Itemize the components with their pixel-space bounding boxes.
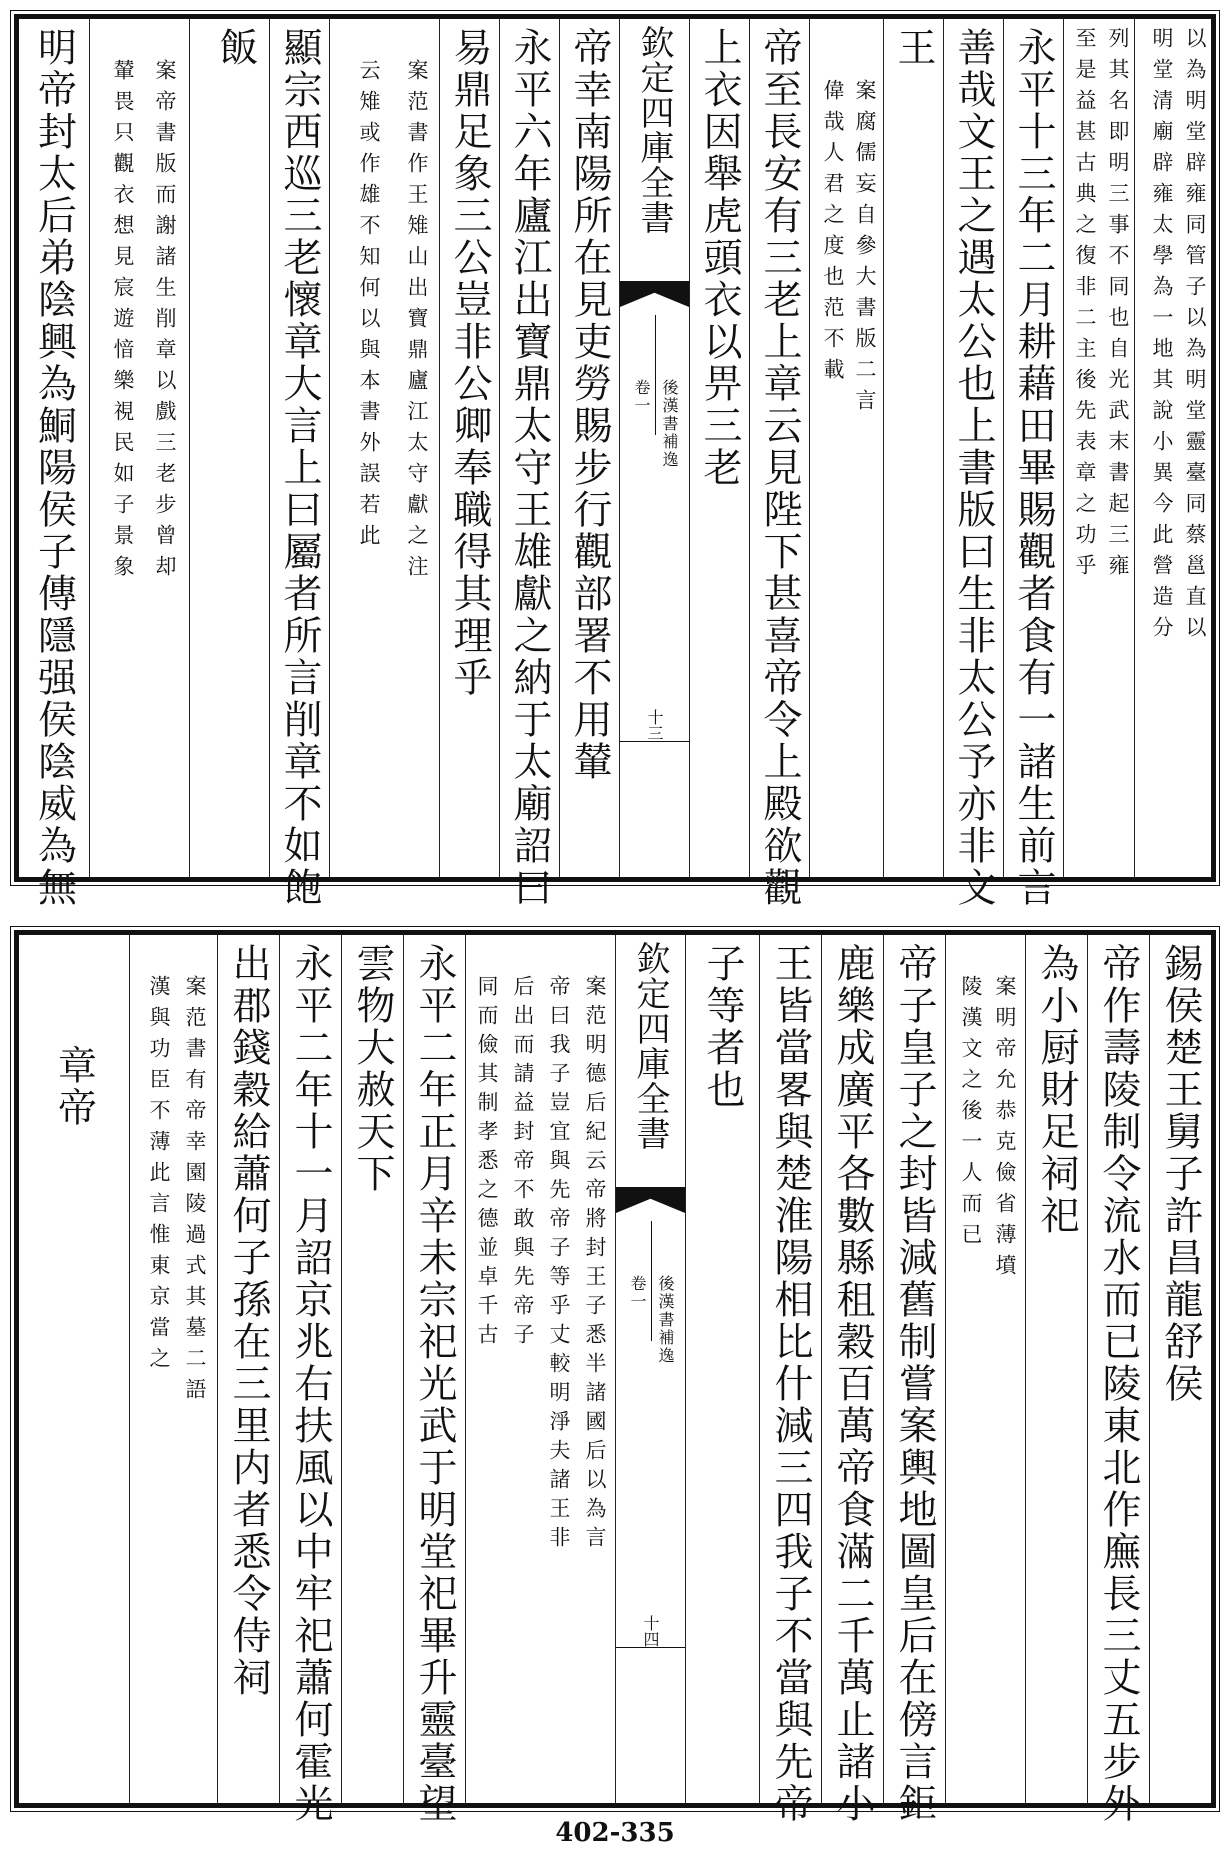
top-banner-title: 欽定四庫全書 [634, 25, 674, 235]
top-col-8 [559, 19, 619, 877]
top-col-12 [269, 19, 329, 909]
bottom-col-1-text: 錫侯楚王舅子許昌龍舒侯 [1158, 943, 1203, 1405]
bottom-col-10-text: 永平二年正月辛未宗祀光武于明堂祀畢升靈臺望 [412, 943, 457, 1825]
bottom-col-9-note-b: 帝曰我子豈宜與先帝子等乎丈較明淨夫諸王非 [547, 975, 571, 1555]
top-col-4-text: 王 [891, 27, 936, 69]
bottom-banner-line [651, 1221, 652, 1341]
bottom-col-2 [1087, 935, 1149, 1825]
top-col-6-text: 帝至長安有三老上章云見陛下甚喜帝令上殿欲觀 [757, 27, 802, 909]
bottom-col-12-text: 永平二年十一月詔京兆右扶風以中牢祀蕭何霍光 [288, 943, 333, 1825]
top-banner-rule [620, 741, 689, 742]
bottom-col-8-text: 子等者也 [700, 943, 745, 1111]
top-col-13-text: 飯 [213, 27, 258, 69]
bottom-col-9-note-c: 后出而請益封帝不敢與先帝子 [511, 975, 535, 1352]
top-banner-fishtail [620, 281, 689, 307]
top-col-7-text: 上衣因舉虎頭衣以畀三老 [697, 27, 742, 489]
top-center-banner [619, 19, 689, 877]
top-col-2-text: 永平十三年二月耕藉田畢賜觀者食有一諸生前言 [1011, 27, 1056, 909]
top-col-15-text: 明帝封太后弟陰興為鮦陽侯子傳隱强侯陰威為無 [31, 27, 77, 909]
bottom-col-9-note-a: 案范明德后紀云帝將封王子悉半諸國后以為言 [583, 975, 607, 1555]
top-col-1-notes [1134, 19, 1211, 877]
bottom-col-4-note-b: 陵漢文之後一人而已 [959, 975, 983, 1254]
top-col-10 [439, 19, 499, 877]
bottom-banner-rule [616, 1647, 685, 1648]
bottom-col-11-text: 雲物大赦天下 [350, 943, 395, 1195]
top-col-10-text: 易鼎足象三公豈非公卿奉職得其理乎 [447, 27, 492, 699]
bottom-col-3-text: 為小厨財足祠祀 [1034, 943, 1079, 1237]
bottom-col-1 [1149, 935, 1211, 1803]
bottom-col-10 [403, 935, 465, 1825]
top-banner-line [655, 315, 656, 435]
bottom-col-13-text: 出郡錢穀給蕭何子孫在三里内者悉令侍祠 [226, 943, 271, 1699]
bottom-col-12 [279, 935, 341, 1825]
top-col-14-notes [89, 19, 189, 877]
top-col-1-note-c: 列其名即明三事不同也自光武末書起三雍 [1106, 27, 1130, 585]
bottom-col-2-text: 帝作壽陵制令流水而已陵東北作廡長三丈五步外 [1096, 943, 1141, 1825]
bottom-col-14-note-a: 案范書有帝幸園陵過式其墓二語 [183, 975, 207, 1409]
bottom-col-8 [685, 935, 759, 1803]
bottom-center-banner [615, 935, 685, 1803]
top-banner-folio: 十三 [645, 709, 664, 741]
top-col-5-notes [809, 19, 883, 877]
top-col-3-text: 善哉文王之遇太公也上書版曰生非太公予亦非文 [951, 27, 996, 909]
bottom-col-15-text: 章帝 [51, 1045, 97, 1129]
top-col-3 [943, 19, 1003, 909]
bottom-banner-fishtail [616, 1187, 685, 1213]
top-col-2 [1003, 19, 1063, 909]
bottom-col-9-note-d: 同而儉其制孝悉之德並卓千古 [475, 975, 499, 1352]
page-number: 402-335 [555, 1818, 675, 1848]
bottom-banner-folio: 十四 [641, 1615, 660, 1647]
bottom-col-5 [883, 935, 945, 1825]
bottom-banner-book: 後漢書補逸 [656, 1275, 675, 1365]
bottom-col-13 [217, 935, 279, 1803]
top-col-14-note-b: 輦畏只觀衣想見宸遊愔樂視民如子景象 [111, 59, 135, 586]
top-col-14-note-a: 案帝書版而謝諸生削章以戲三老步曾却 [153, 59, 177, 586]
top-col-1b-notes [1063, 19, 1134, 877]
bottom-col-9-notes [465, 935, 615, 1803]
bottom-col-14-notes [129, 935, 217, 1803]
top-col-13 [189, 19, 269, 877]
bottom-col-6 [821, 935, 883, 1825]
top-banner-book: 後漢書補逸 [660, 379, 679, 469]
top-col-9-text: 永平六年廬江出寶鼎太守王雄獻之納于太廟詔曰 [507, 27, 552, 909]
bottom-col-14-note-b: 漢與功臣不薄此言惟東京當之 [147, 975, 171, 1378]
bottom-col-6-text: 鹿樂成廣平各數縣租穀百萬帝食滿二千萬止諸小 [830, 943, 875, 1825]
top-col-4 [883, 19, 943, 877]
top-col-1-note-b: 明堂清廟辟雍太學為一地其說小異今此營造分 [1150, 27, 1174, 647]
top-banner-volume: 卷一 [632, 379, 651, 415]
top-col-8-text: 帝幸南陽所在見吏勞賜步行觀部署不用輦 [567, 27, 612, 783]
bottom-page-panel [14, 930, 1216, 1825]
top-page-panel [14, 14, 1216, 909]
bottom-col-15 [19, 935, 129, 1803]
bottom-col-5-text: 帝子皇子之封皆減舊制嘗案輿地圖皇后在傍言鉅 [892, 943, 937, 1825]
bottom-col-7 [759, 935, 821, 1825]
top-col-6 [749, 19, 809, 909]
bottom-col-7-text: 王皆當畧與楚淮陽相比什減三四我子不當與先帝 [768, 943, 813, 1825]
top-col-7 [689, 19, 749, 877]
bottom-col-4-note-a: 案明帝允恭克儉省薄墳 [993, 975, 1017, 1285]
top-col-5-note-b: 偉哉人君之度也范不載 [821, 79, 845, 389]
top-col-15 [19, 19, 89, 909]
bottom-col-4-notes [945, 935, 1025, 1803]
top-col-11-note-b: 云雉或作雄不知何以與本書外誤若此 [357, 59, 381, 555]
top-col-11-note-a: 案范書作王雉山出寶鼎廬江太守獻之注 [405, 59, 429, 586]
bottom-banner-title: 欽定四庫全書 [630, 941, 670, 1151]
bottom-col-3 [1025, 935, 1087, 1803]
top-col-1-note-d: 至是益甚古典之復非二主後先表章之功乎 [1073, 27, 1097, 585]
top-col-12-text: 顯宗西巡三老懷章大言上曰屬者所言削章不如飽 [277, 27, 322, 909]
top-col-1-note-a: 以為明堂辟雍同管子以為明堂靈臺同蔡邕直以 [1183, 27, 1207, 647]
bottom-col-11 [341, 935, 403, 1803]
top-col-5-note-a: 案腐儒妄自參大書版二言 [853, 79, 877, 420]
top-col-11-notes [329, 19, 439, 877]
top-col-9 [499, 19, 559, 909]
bottom-banner-volume: 卷一 [628, 1275, 647, 1311]
